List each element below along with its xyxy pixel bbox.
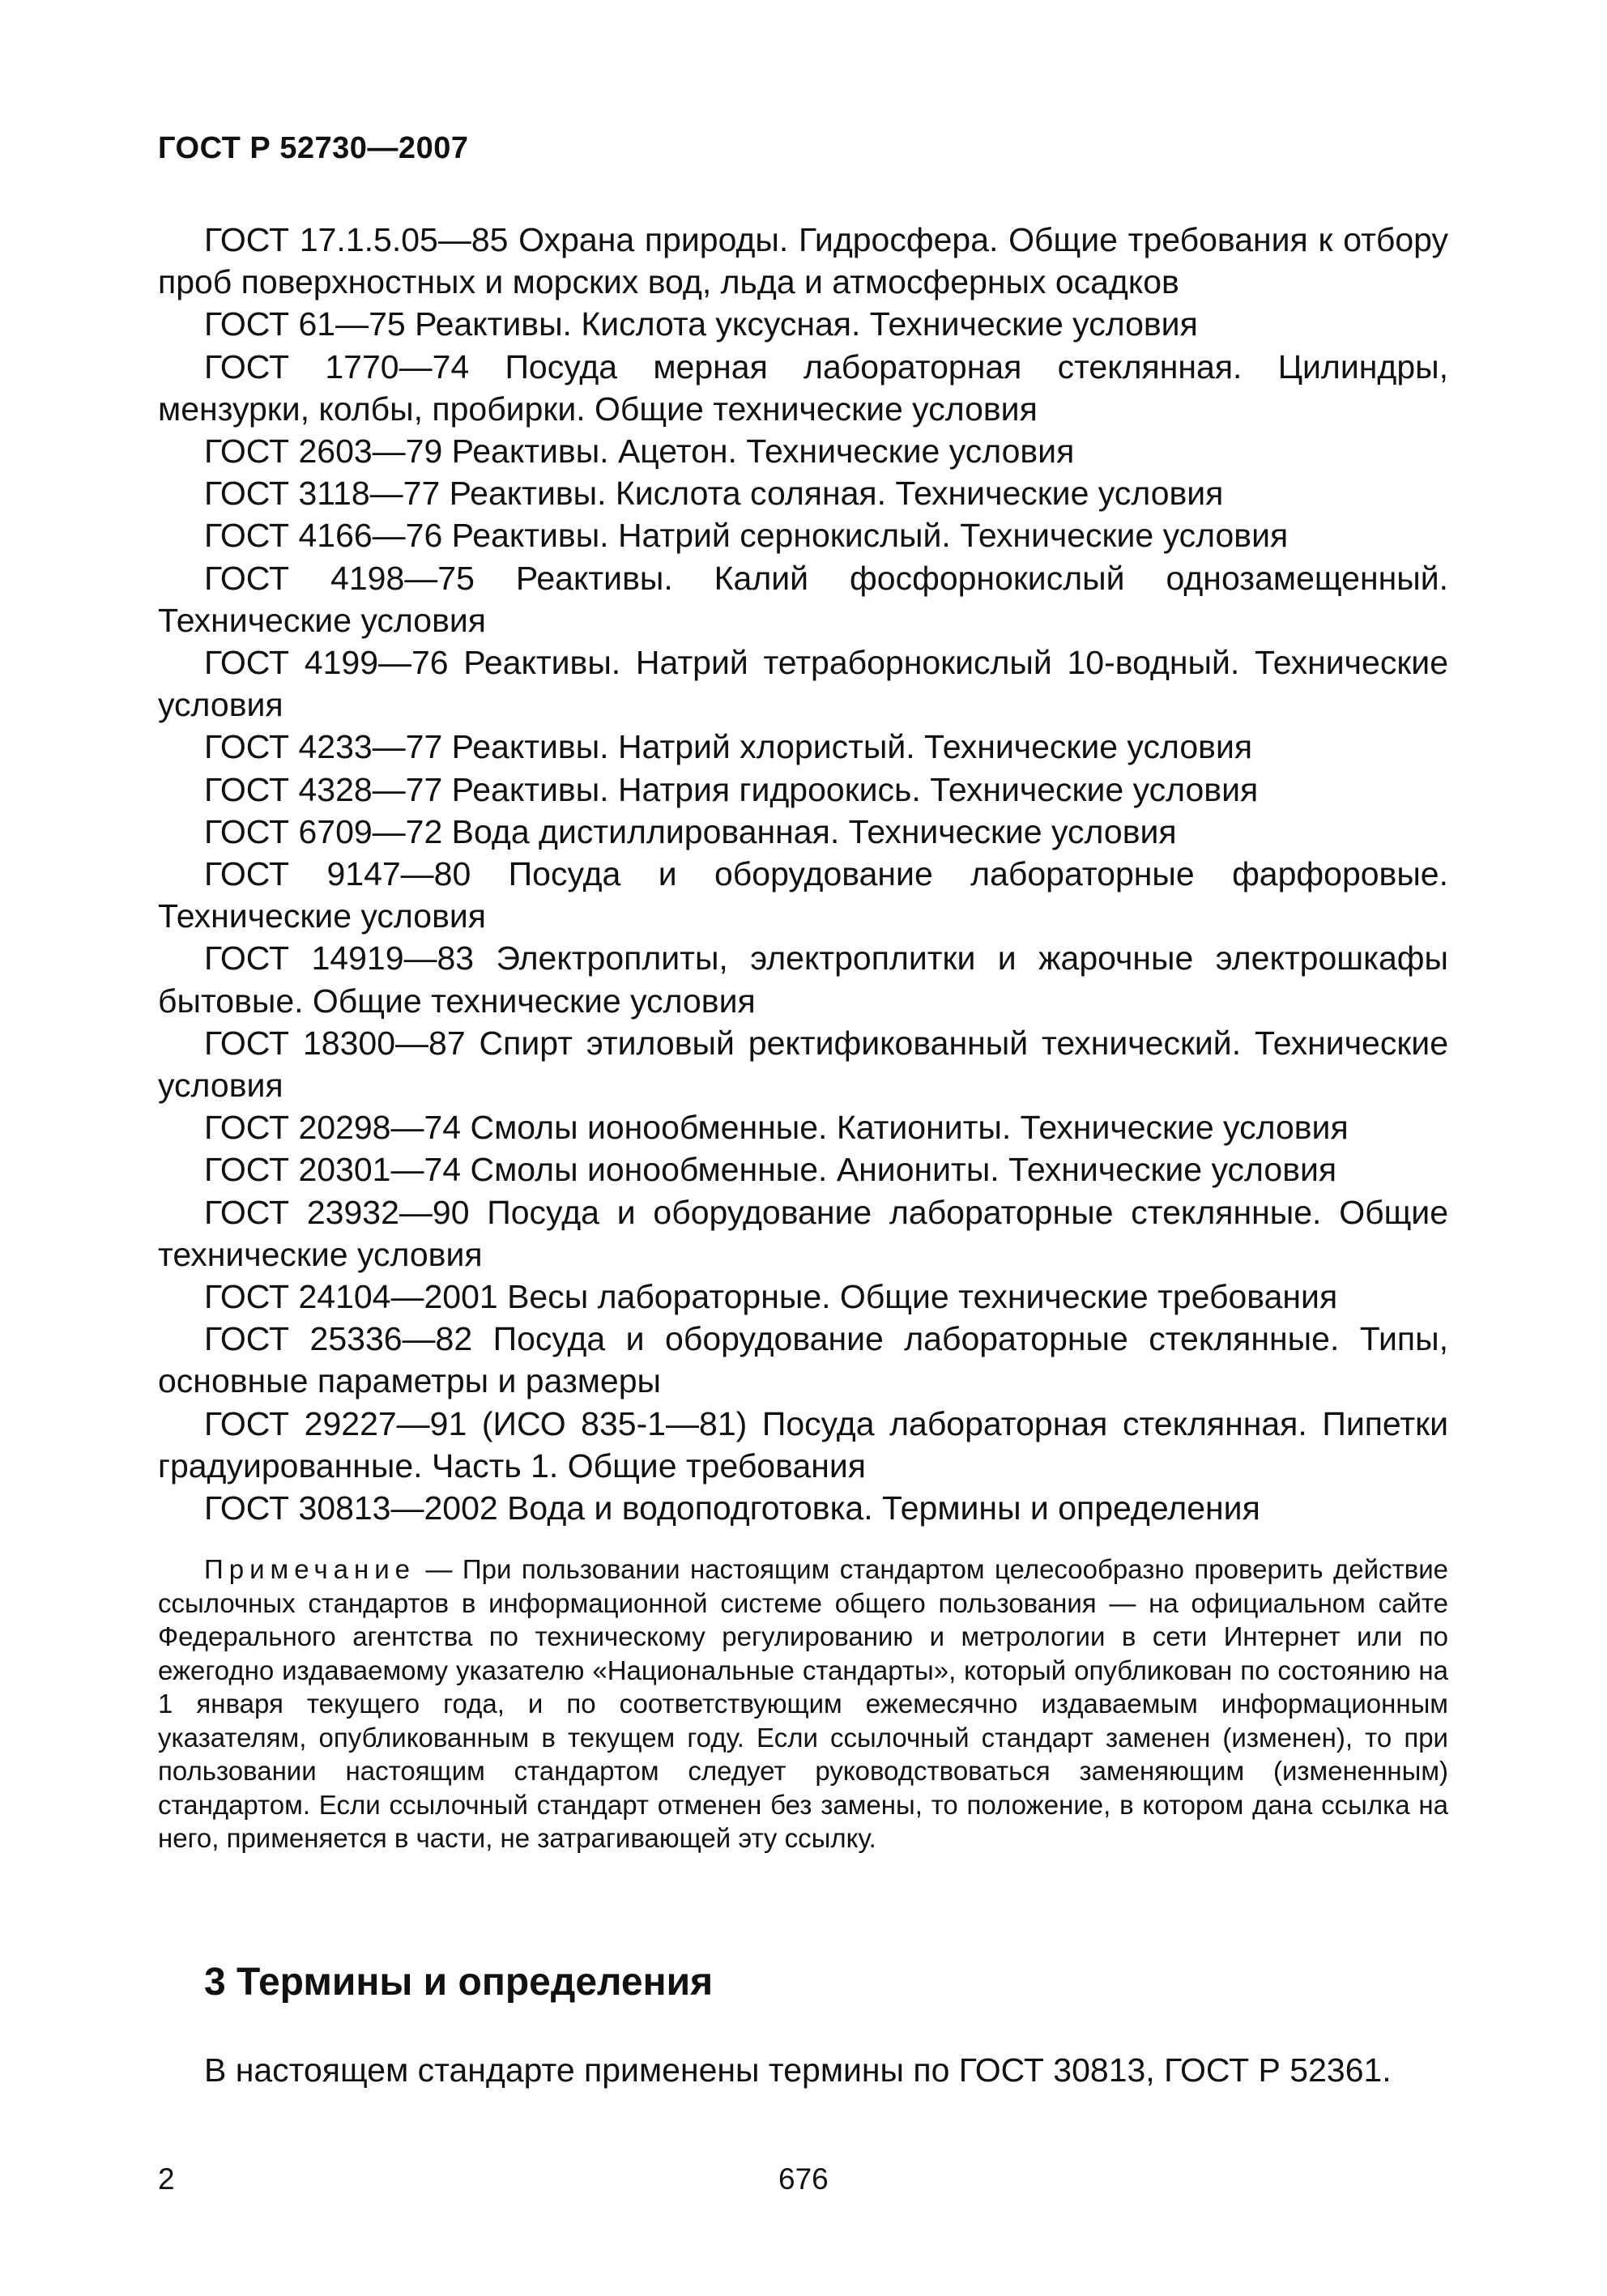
reference-item: ГОСТ 20298—74 Смолы ионообменные. Катиониты. Технические условия	[204, 1109, 1349, 1147]
reference-item: ГОСТ 4198—75 Реактивы. Калий фосфорнокислый однозамещенный. Технические условия	[158, 559, 1448, 639]
reference-item: ГОСТ 1770—74 Посуда мерная лабораторная стеклянная. Цилиндры, мензурки, колбы, пробирки. Общие технические условия	[158, 347, 1448, 428]
reference-item: ГОСТ 4166—76 Реактивы. Натрий сернокислый. Технические условия	[204, 517, 1289, 555]
document-code-header: ГОСТ Р 52730—2007	[158, 131, 469, 165]
reference-item: ГОСТ 4233—77 Реактивы. Натрий хлористый. Технические условия	[204, 728, 1253, 766]
reference-item: ГОСТ 2603—79 Реактивы. Ацетон. Технические условия	[204, 432, 1075, 471]
reference-item: ГОСТ 18300—87 Спирт этиловый ректификованный технический. Технические условия	[158, 1024, 1448, 1105]
reference-item: ГОСТ 24104—2001 Весы лабораторные. Общие технические требования	[204, 1278, 1338, 1316]
reference-item: ГОСТ 3118—77 Реактивы. Кислота соляная. Технические условия	[204, 475, 1224, 513]
reference-item: ГОСТ 25336—82 Посуда и оборудование лабораторные стеклянные. Типы, основные параметры и размеры	[158, 1320, 1448, 1400]
reference-item: ГОСТ 4199—76 Реактивы. Натрий тетраборнокислый 10-водный. Технические условия	[158, 644, 1448, 724]
reference-item: ГОСТ 29227—91 (ИСО 835-1—81) Посуда лабораторная стеклянная. Пипетки градуированные. Часть 1. Общие требования	[158, 1404, 1448, 1485]
note-paragraph	[158, 1553, 1448, 1855]
reference-item: ГОСТ 30813—2002 Вода и водоподготовка. Термины и определения	[204, 1489, 1260, 1527]
note-label: Примечание	[204, 1554, 416, 1584]
section-body: В настоящем стандарте применены термины по ГОСТ 30813, ГОСТ Р 52361.	[204, 2051, 1392, 2089]
reference-item: ГОСТ 17.1.5.05—85 Охрана природы. Гидросфера. Общие требования к отбору проб поверхностных и морских вод, льда и атмосферных осадков	[158, 221, 1448, 301]
reference-item: ГОСТ 20301—74 Смолы ионообменные. Аниониты. Технические условия	[204, 1151, 1337, 1189]
document-number: 676	[778, 2162, 829, 2196]
reference-item: ГОСТ 6709—72 Вода дистиллированная. Технические условия	[204, 812, 1177, 850]
reference-item: ГОСТ 9147—80 Посуда и оборудование лабораторные фарфоровые. Технические условия	[158, 855, 1448, 935]
reference-item: ГОСТ 23932—90 Посуда и оборудование лабораторные стеклянные. Общие технические условия	[158, 1193, 1448, 1273]
page-number: 2	[158, 2162, 175, 2196]
reference-item: ГОСТ 61—75 Реактивы. Кислота уксусная. Технические условия	[204, 305, 1198, 343]
note-text: — При пользовании настоящим стандартом целесообразно проверить действие ссылочных стандартов в информационной системе общего пользования — на официальном сайте Федерального агентства по техническому регулированию и метрологии в сети Интернет или по ежегодно издаваемому указателю «Национальные стандарты», который опубликован по состоянию на 1 января текущего года, и по соответствующим ежемесячно издаваемым информационным указателям, опубликованным в текущем году. Если ссылочный стандарт заменен (изменен), то при пользовании настоящим стандартом следует руководствоваться заменяющим (измененным) стандартом. Если ссылочный стандарт отменен без замены, то положение, в котором дана ссылка на него, применяется в части, не затрагивающей эту ссылку.	[158, 1554, 1448, 1853]
section-title: 3 Термины и определения	[204, 1961, 714, 2004]
reference-item: ГОСТ 14919—83 Электроплиты, электроплитки и жарочные электрошкафы бытовые. Общие технические условия	[158, 939, 1448, 1020]
normative-references-list	[158, 219, 1448, 1529]
reference-item: ГОСТ 4328—77 Реактивы. Натрия гидроокись. Технические условия	[204, 770, 1259, 808]
